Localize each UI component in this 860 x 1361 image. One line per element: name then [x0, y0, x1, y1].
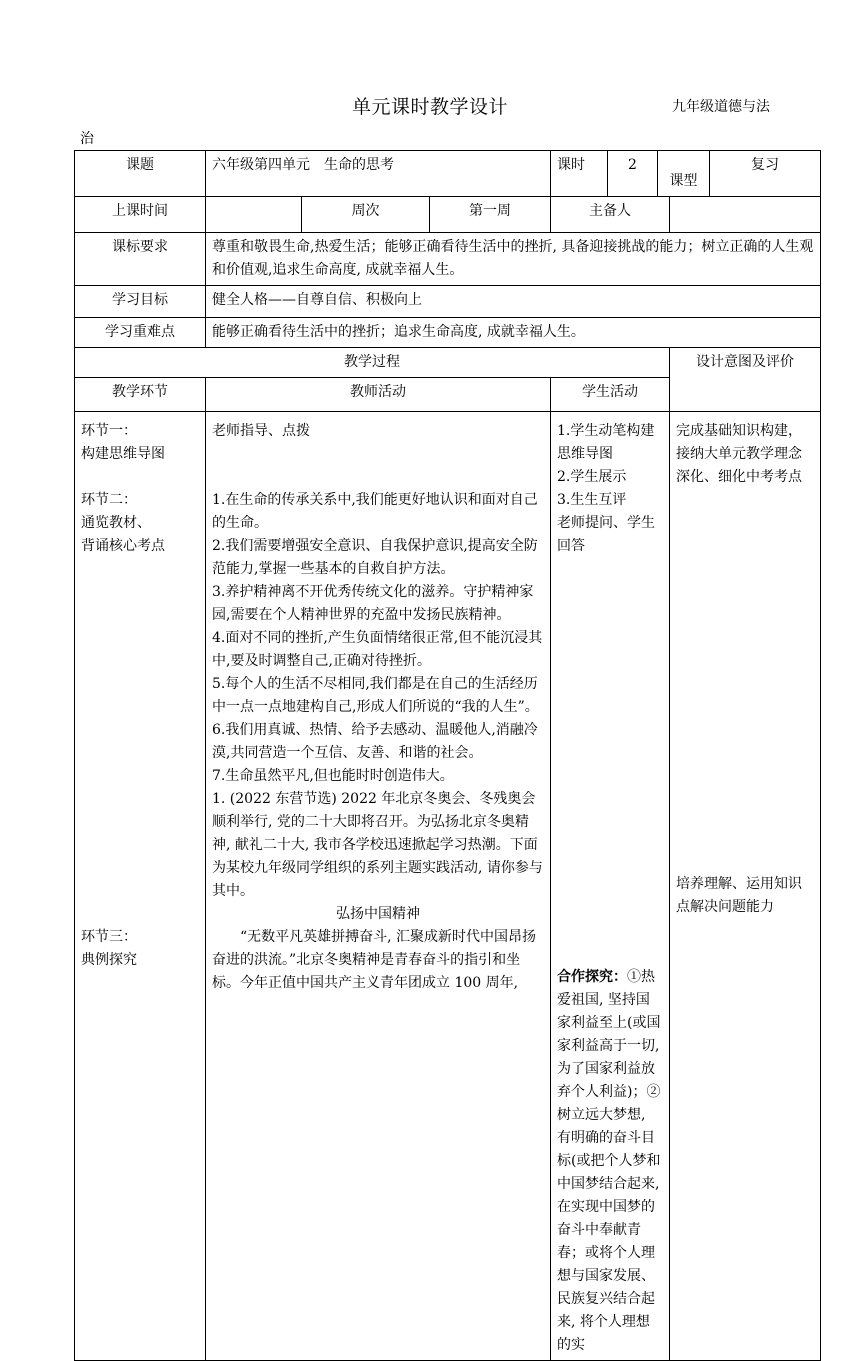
week-value: 第一周	[430, 197, 551, 233]
standard-value: 尊重和敬畏生命,热爱生活；能够正确看待生活中的挫折, 具备迎接挑战的能力；树立正确的人生观和价值观,追求生命高度, 成就幸福人生。	[206, 233, 821, 286]
topic-label: 课题	[75, 151, 206, 197]
preparer-value	[670, 197, 821, 233]
stage2-name-line1: 通览教材、	[81, 515, 151, 531]
row-standard	[75, 233, 821, 286]
type-label: 课型	[658, 151, 710, 197]
week-label: 周次	[302, 197, 430, 233]
case-quote: “无数平凡英雄拼搏奋斗, 汇聚成新时代中国昂扬奋进的洪流。”北京冬奥精神是青春奋斗的指引和坐标。今年正值中国共产主义青年团成立 100 周年,	[212, 929, 537, 991]
stage2-title: 环节二：	[81, 492, 137, 508]
case-question: 1. (2022 东营节选) 2022 年北京冬奥会、冬残奥会顺利举行, 党的二十大即将召开。为弘扬北京冬奥精神, 献礼二十大, 我市各学校迅速掀起学习热潮。下面为某校九年级同学组织的系列主题实践活动, 请你参与其中。	[212, 791, 543, 899]
topic-value: 六年级第四单元 生命的思考	[206, 151, 551, 197]
key-value: 能够正确看待生活中的挫折；追求生命高度, 成就幸福人生。	[206, 318, 821, 348]
stage-column-header: 教学环节	[75, 378, 206, 412]
row-topic	[75, 151, 821, 197]
design-note-1: 完成基础知识构建，接纳大单元教学理念	[676, 423, 802, 462]
row-key	[75, 318, 821, 348]
teacher-point-4: 4.面对不同的挫折,产生负面情绪很正常,但不能沉浸其中,要及时调整自己,正确对待挫折。	[212, 630, 543, 669]
cooperative-inquiry-label: 合作探究：	[557, 969, 627, 985]
goal-value: 健全人格——自尊自信、积极向上	[206, 286, 821, 318]
stage-cell	[75, 412, 206, 1361]
teacher-point-2: 2.我们需要增强安全意识、自我保护意识,提高安全防范能力,掌握一些基本的自救自护方法。	[212, 538, 538, 577]
key-label: 学习重难点	[75, 318, 206, 348]
teacher-guide: 老师指导、点拨	[212, 423, 310, 439]
student-cell	[551, 412, 670, 1361]
design-note-2: 深化、细化中考考点	[676, 469, 802, 485]
cooperative-inquiry-text: ①热爱祖国, 坚持国家利益至上(或国家利益高于一切, 为了国家利益放弃个人利益)；②树立远大梦想, 有明确的奋斗目标(或把个人梦和中国梦结合起来, 在实现中国梦的奋斗中奉献青春；或将个人理想与国家发展、民族复兴结合起来, 将个人理想的实	[557, 969, 661, 1353]
student-step-4: 老师提问、学生回答	[557, 515, 655, 554]
design-label: 设计意图及评价	[670, 348, 821, 412]
row-process-header	[75, 348, 821, 378]
stage1-title: 环节一：	[81, 423, 137, 439]
student-step-2: 2.学生展示	[557, 469, 627, 485]
row-time	[75, 197, 821, 233]
standard-label: 课标要求	[75, 233, 206, 286]
subject-label-continued: 治	[80, 131, 94, 147]
teacher-point-7: 7.生命虽然平凡,但也能时时创造伟大。	[212, 768, 454, 784]
cooperative-inquiry	[557, 966, 663, 1357]
design-cell	[670, 412, 821, 1361]
type-value: 复习	[710, 151, 821, 197]
teacher-point-1: 1.在生命的传承关系中,我们能更好地认识和面对自己的生命。	[212, 492, 538, 531]
case-title: 弘扬中国精神	[336, 906, 420, 922]
stage3-name: 典例探究	[81, 952, 137, 968]
page-title: 单元课时教学设计	[351, 96, 508, 118]
design-note-3: 培养理解、运用知识点解决问题能力	[676, 876, 802, 915]
teacher-point-5: 5.每个人的生活不尽相同,我们都是在自己的生活经历中一点一点地建构自己,形成人们所说的“我的人生”。	[212, 676, 539, 715]
lesson-plan-table	[74, 150, 821, 1361]
row-process-body	[75, 412, 821, 1361]
row-goal	[75, 286, 821, 318]
hours-label: 课时	[551, 151, 608, 197]
teacher-point-3: 3.养护精神离不开优秀传统文化的滋养。守护精神家园,需要在个人精神世界的充盈中发扬民族精神。	[212, 584, 534, 623]
teacher-column-header: 教师活动	[206, 378, 551, 412]
time-value	[206, 197, 302, 233]
student-step-1: 1.学生动笔构建思维导图	[557, 423, 655, 462]
goal-label: 学习目标	[75, 286, 206, 318]
time-label: 上课时间	[75, 197, 206, 233]
teacher-point-6: 6.我们用真诚、热情、给予去感动、温暖他人,消融冷漠,共同营造一个互信、友善、和谐的社会。	[212, 722, 538, 761]
preparer-label: 主备人	[551, 197, 670, 233]
student-step-3: 3.生生互评	[557, 492, 627, 508]
subject-label: 九年级道德与法	[672, 99, 770, 115]
stage3-title: 环节三：	[81, 929, 137, 945]
teacher-cell	[206, 412, 551, 1361]
stage1-name: 构建思维导图	[81, 446, 165, 462]
process-label: 教学过程	[75, 348, 670, 378]
stage2-name-line2: 背诵核心考点	[81, 538, 165, 554]
hours-value: 2	[608, 151, 658, 197]
student-column-header: 学生活动	[551, 378, 670, 412]
